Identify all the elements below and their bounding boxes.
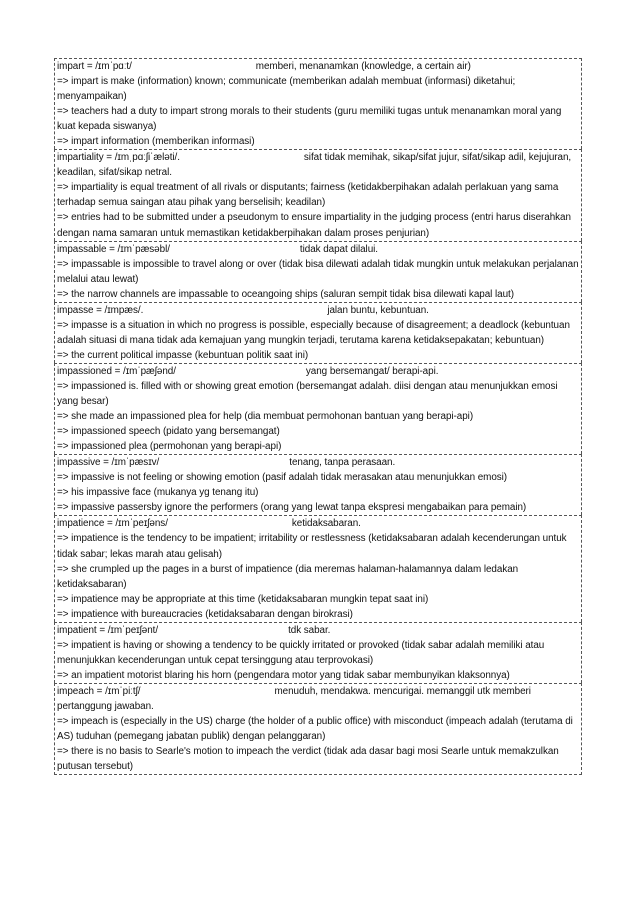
example-line: => the narrow channels are impassable to oceangoing ships (saluran sempit tidak bisa dilewati kapal laut) xyxy=(57,288,514,300)
entry-impassable xyxy=(54,241,582,302)
entry-head-line xyxy=(57,242,580,257)
example-line: => impassioned plea (permohonan yang berapi-api) xyxy=(57,441,282,453)
entry-head-line xyxy=(57,623,580,638)
headword: impatient = /ɪmˈpeɪʃənt/ xyxy=(57,624,159,636)
example-line: => impatience may be appropriate at this time (ketidaksabaran mungkin tepat saat ini) xyxy=(57,593,429,605)
meaning: tenang, tanpa perasaan. xyxy=(289,457,396,469)
entry-impasse xyxy=(54,302,582,363)
example-line: => the current political impasse (kebuntuan politik saat ini) xyxy=(57,349,309,361)
definition-line: => impassive is not feeling or showing emotion (pasif adalah tidak merasakan atau menunjukkan emosi) xyxy=(57,472,508,484)
headword: impassive = /ɪmˈpæsɪv/ xyxy=(57,457,160,469)
meaning: ketidaksabaran. xyxy=(291,518,361,530)
meaning: yang bersemangat/ berapi-api. xyxy=(305,365,439,377)
headword: impatience = /ɪmˈpeɪʃəns/ xyxy=(57,518,168,530)
meaning: menuduh, mendakwa. mencurigai. memanggil utk memberi pertanggung jawaban. xyxy=(57,685,531,712)
dictionary-sheet xyxy=(54,58,582,775)
headword: impassable = /ɪmˈpæsəbl/ xyxy=(57,243,170,255)
entry-head-line xyxy=(57,303,580,318)
headword: impartiality = /ɪmˌpɑːʃiˈæləti/. xyxy=(57,152,180,164)
meaning: tidak dapat dilalui. xyxy=(299,243,378,255)
definition-line: => impartiality is equal treatment of all rivals or disputants; fairness (ketidakberpihakan adalah perlakuan yang sama terhadap semua saingan atau pihak yang berselisih; keadilan) xyxy=(57,182,559,209)
definition-line: => impart is make (information) known; communicate (memberikan adalah membuat (informasi) diketahui; menyampaikan) xyxy=(57,76,516,103)
entry-impassioned xyxy=(54,363,582,454)
meaning: memberi, menanamkan (knowledge, a certain air) xyxy=(255,61,471,72)
headword: impart = /ɪmˈpɑːt/ xyxy=(57,61,132,72)
meaning: tdk sabar. xyxy=(288,624,331,636)
entry-impatience xyxy=(54,515,582,621)
definition-line: => impatient is having or showing a tendency to be quickly irritated or provoked (tidak sabar adalah memiliki atau menunjukkan kecenderungan untuk cepat tersinggung atau terprovokasi) xyxy=(57,639,545,666)
entry-impart xyxy=(54,58,582,149)
headword: impeach = /ɪmˈpiːtʃ/ xyxy=(57,685,141,697)
entry-impeach xyxy=(54,683,582,775)
headword: impasse = /ɪmpæs/. xyxy=(57,304,144,316)
entry-impatient xyxy=(54,622,582,683)
example-line: => impart information (memberikan informasi) xyxy=(57,136,255,148)
example-line: => there is no basis to Searle's motion to impeach the verdict (tidak ada dasar bagi mosi Searle untuk memakzulkan putusan tersebut) xyxy=(57,746,559,773)
example-line: => impassioned speech (pidato yang bersemangat) xyxy=(57,426,280,438)
meaning: jalan buntu, kebuntuan. xyxy=(327,304,429,316)
definition-line: => impassable is impossible to travel along or over (tidak bisa dilewati adalah tidak mungkin untuk melakukan perjalanan melalui atau lewat) xyxy=(57,258,579,285)
example-line: => impassive passersby ignore the performers (orang yang lewat tanpa ekspresi mengabaikan para pemain) xyxy=(57,502,527,514)
entry-head-line xyxy=(57,455,580,470)
entry-head-line xyxy=(57,516,580,531)
example-line: => she crumpled up the pages in a burst of impatience (dia meremas halaman-halamannya dalam ledakan ketidaksabaran) xyxy=(57,563,519,590)
definition-line: => impatience is the tendency to be impatient; irritability or restlessness (ketidaksabaran adalah kecenderungan untuk tidak sabar; lekas marah atau gelisah) xyxy=(57,533,567,560)
definition-line: => impasse is a situation in which no progress is possible, especially because of disagreement; a deadlock (kebuntuan adalah situasi di mana tidak ada kemajuan yang mungkin terjadi, terutama karena ketidaksepakatan; kebuntuan) xyxy=(57,319,570,346)
example-line: => his impassive face (mukanya yg tenang itu) xyxy=(57,487,259,499)
example-line: => impatience with bureaucracies (ketidaksabaran dengan birokrasi) xyxy=(57,608,353,620)
definition-line: => impeach is (especially in the US) charge (the holder of a public office) with misconduct (impeach adalah (terutama di AS) tuduhan (pemegang jabatan publik) dengan pelanggaran) xyxy=(57,716,573,743)
entry-head-line xyxy=(57,684,580,714)
entry-head-line xyxy=(57,59,580,74)
entry-impassive xyxy=(54,454,582,515)
meaning: sifat tidak memihak, sikap/sifat jujur, sifat/sikap adil, kejujuran, keadilan, sifat/sikap netral. xyxy=(57,152,572,179)
entry-impartiality xyxy=(54,149,582,240)
example-line: => she made an impassioned plea for help (dia membuat permohonan bantuan yang berapi-api) xyxy=(57,411,474,423)
example-line: => teachers had a duty to impart strong morals to their students (guru memiliki tugas untuk menanamkan moral yang kuat kepada siswanya) xyxy=(57,106,562,133)
definition-line: => impassioned is. filled with or showing great emotion (bersemangat adalah. diisi dengan atau menunjukkan emosi yang besar) xyxy=(57,380,558,408)
example-line: => entries had to be submitted under a pseudonym to ensure impartiality in the judging process (entri harus diserahkan dengan nama samaran untuk memastikan ketidakberpihakan dalam proses penjurian) xyxy=(57,212,571,239)
entry-head-line xyxy=(57,364,580,379)
example-line: => an impatient motorist blaring his horn (pengendara motor yang tidak sabar membunyikan klaksonnya) xyxy=(57,669,510,681)
headword: impassioned = /ɪmˈpæʃənd/ xyxy=(57,365,176,377)
entry-head-line xyxy=(57,150,580,180)
